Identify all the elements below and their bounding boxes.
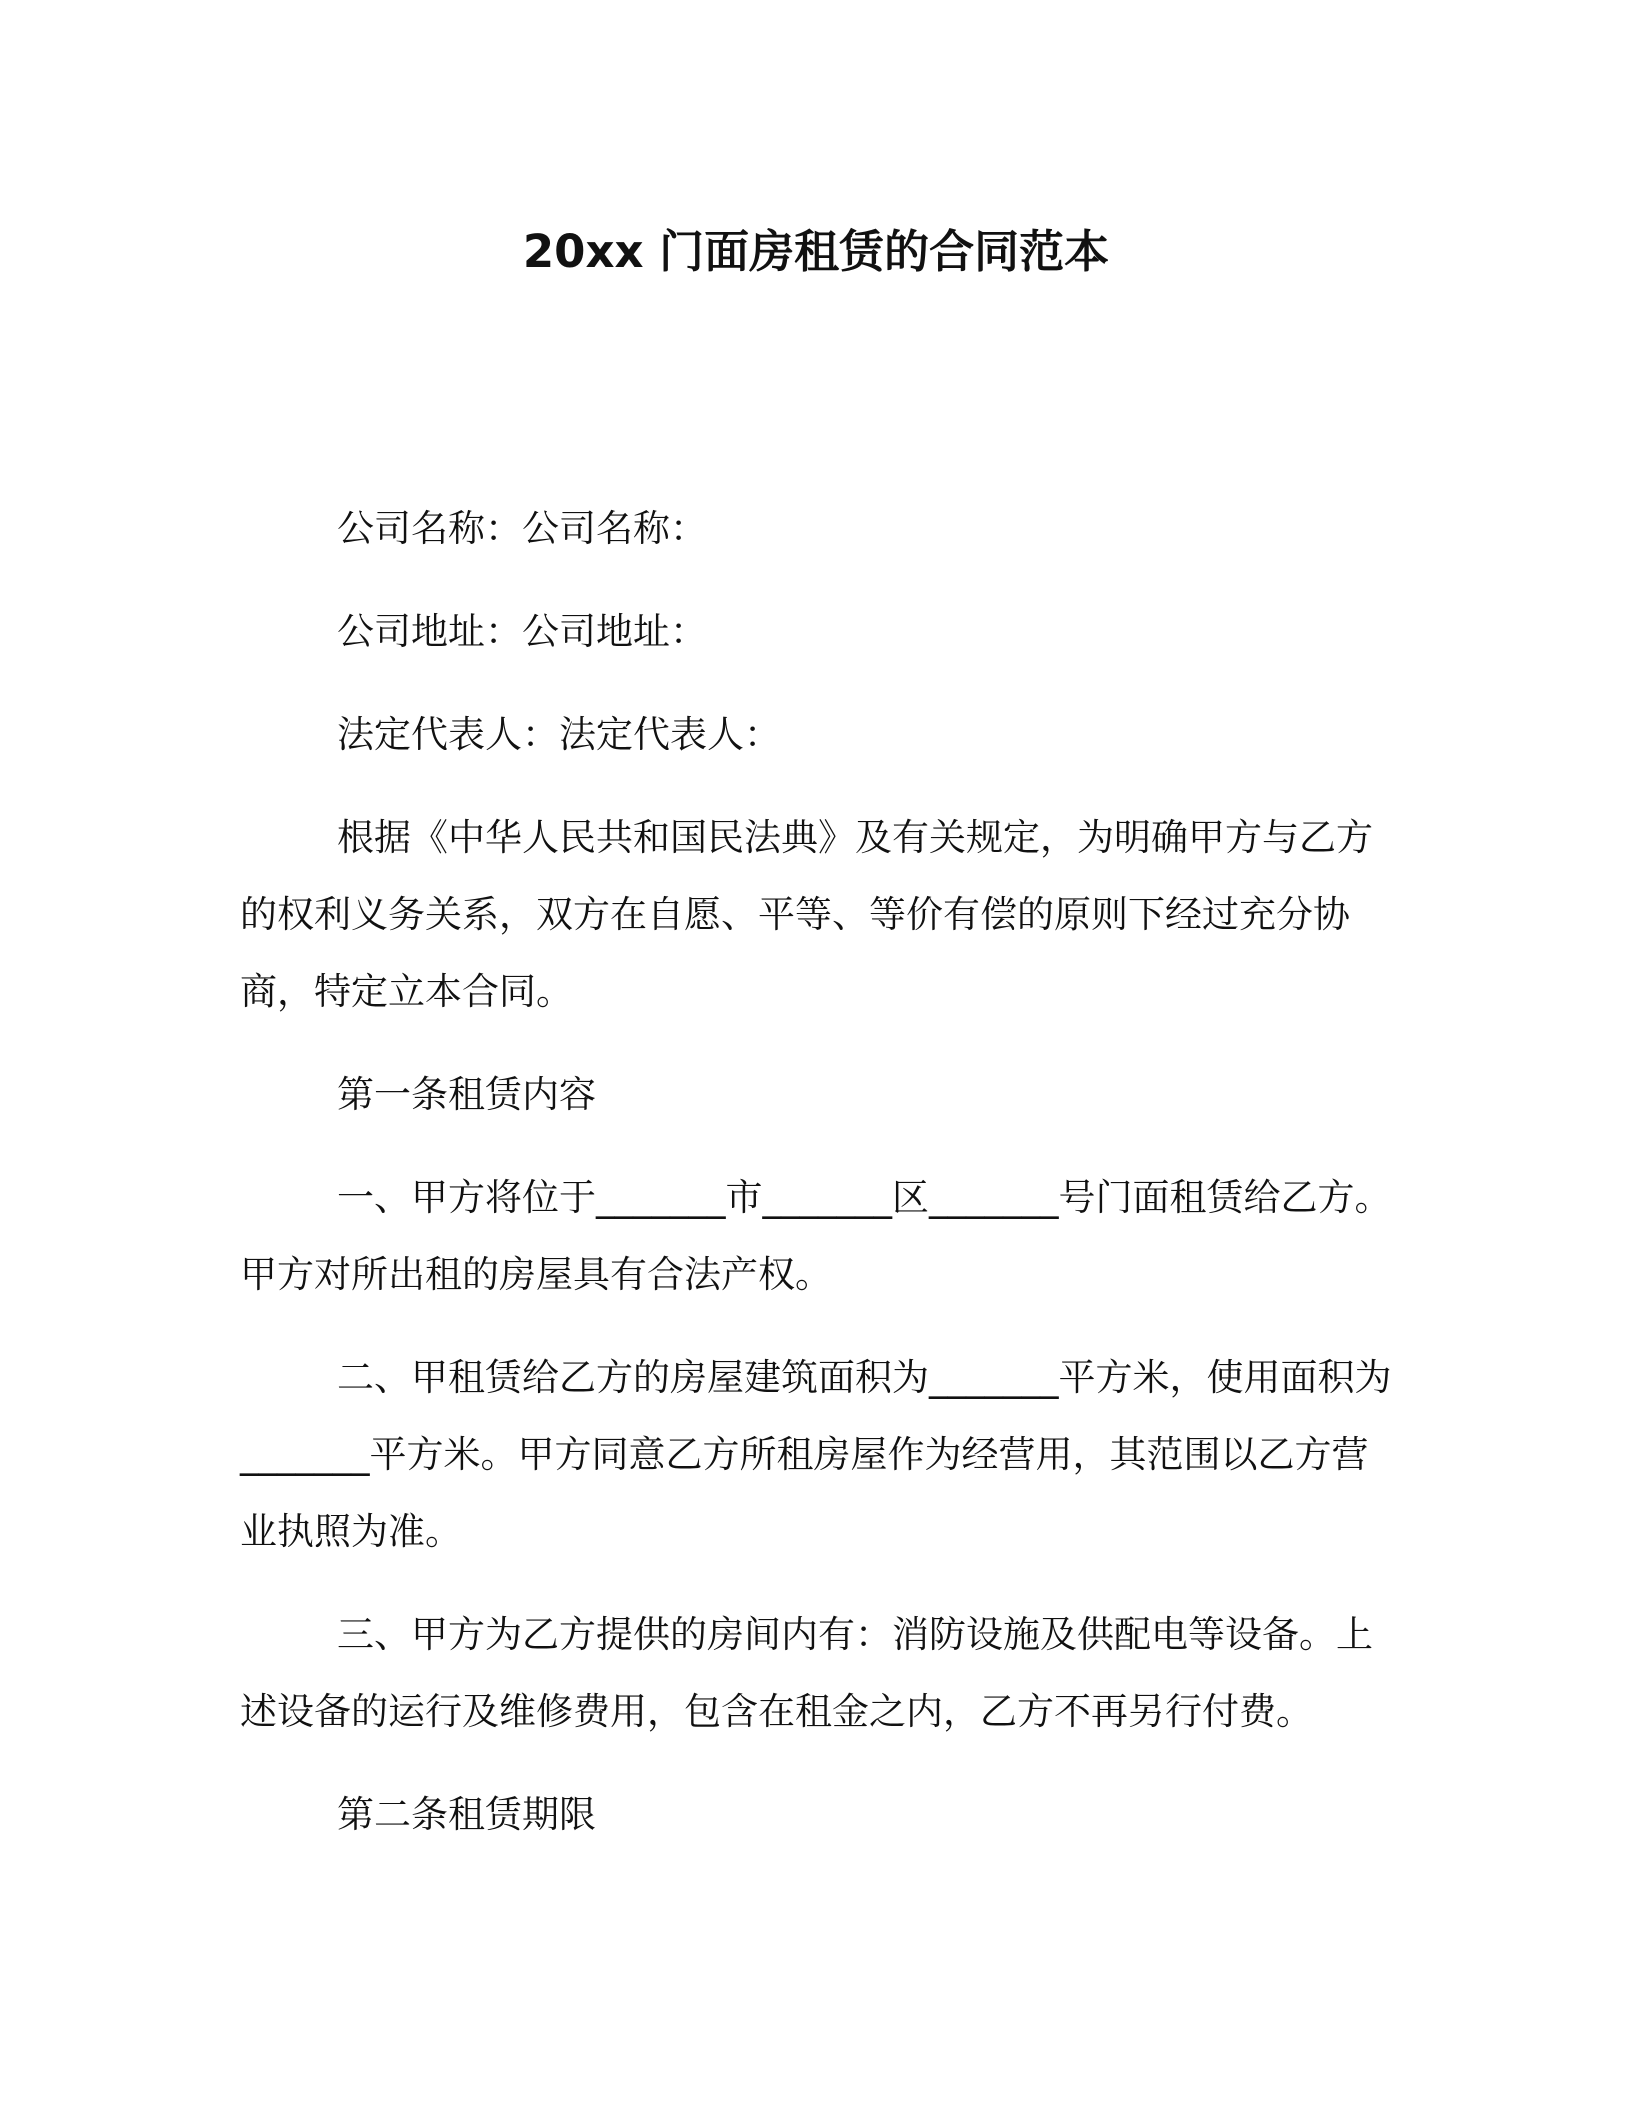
article-1-clause-2: 二、甲租赁给乙方的房屋建筑面积为_______平方米，使用面积为_______平方米。甲方同意乙方所租房屋作为经营用，其范围以乙方营业执照为准。 [240, 1356, 1392, 1553]
document-body [240, 490, 1392, 1879]
preamble-paragraph: 根据《中华人民共和国民法典》及有关规定，为明确甲方与乙方的权利义务关系，双方在自愿、平等、等价有偿的原则下经过充分协商，特定立本合同。 [240, 816, 1373, 1013]
article-1-heading: 第一条租赁内容 [337, 1073, 596, 1116]
article-1-clause-3: 三、甲方为乙方提供的房间内有：消防设施及供配电等设备。上述设备的运行及维修费用，包含在租金之内，乙方不再另行付费。 [240, 1613, 1373, 1733]
company-address-line: 公司地址：公司地址： [337, 610, 707, 653]
company-name-line: 公司名称：公司名称： [337, 507, 707, 550]
article-2-heading: 第二条租赁期限 [337, 1793, 596, 1836]
legal-representative-line: 法定代表人：法定代表人： [337, 713, 781, 756]
document-title: 20xx 门面房租赁的合同范本 [522, 225, 1110, 278]
article-1-clause-1: 一、甲方将位于_______市_______区_______号门面租赁给乙方。甲方对所出租的房屋具有合法产权。 [240, 1176, 1392, 1296]
